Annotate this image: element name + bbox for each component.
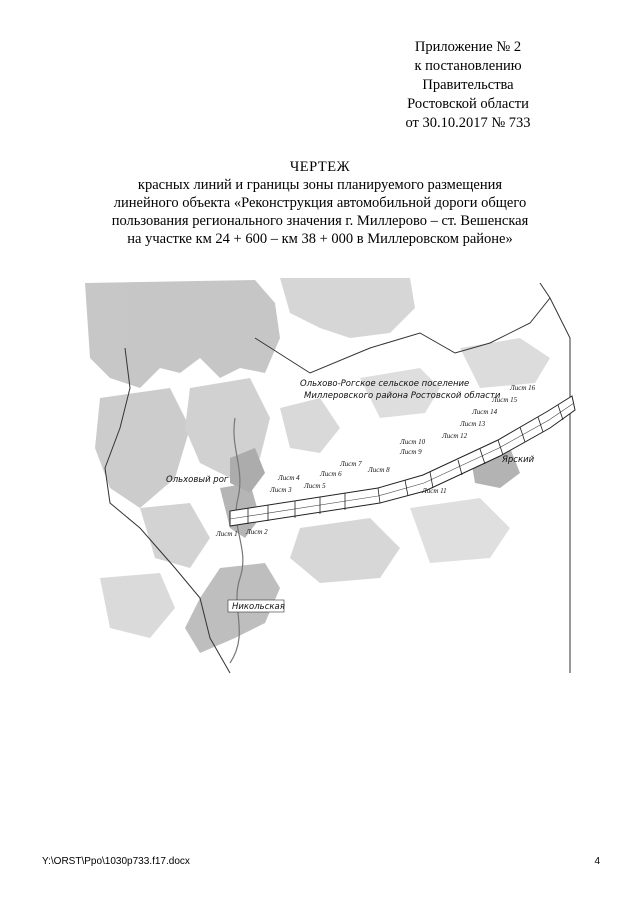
document-title <box>60 158 580 248</box>
footer-file-path: Y:\ORST\Ppo\1030p733.f17.docx <box>42 856 190 867</box>
sheet-label-13: Лист 13 <box>460 420 486 428</box>
title-line-3: пользования регионального значения г. Миллерово – ст. Вешенская <box>111 213 529 229</box>
appendix-line-1: Приложение № 2 <box>414 39 522 55</box>
title-heading: ЧЕРТЕЖ <box>289 159 351 175</box>
village-yarsky: Ярский <box>502 455 535 465</box>
settlement-label-line-2: Миллеровского района Ростовской области <box>304 391 501 401</box>
title-line-2: линейного объекта «Реконструкция автомобильной дороги общего <box>113 195 527 211</box>
sheet-label-4: Лист 4 <box>278 474 300 482</box>
village-nikolskaya: Никольская <box>232 602 285 612</box>
map-drawing <box>80 278 580 678</box>
settlement-label-line-1: Ольхово-Рогское сельское поселение <box>300 379 470 389</box>
title-line-1: красных линий и границы зоны планируемого размещения <box>137 177 503 193</box>
appendix-line-5: от 30.10.2017 № 733 <box>405 115 531 131</box>
sheet-label-11: Лист 11 <box>422 487 447 495</box>
footer-page-number: 4 <box>594 856 600 867</box>
sheet-label-7: Лист 7 <box>340 460 362 468</box>
title-line-4: на участке км 24 + 600 – км 38 + 000 в Миллеровском районе» <box>127 231 513 247</box>
sheet-label-9: Лист 9 <box>400 448 422 456</box>
sheet-label-14: Лист 14 <box>472 408 498 416</box>
appendix-block <box>368 38 568 133</box>
sheet-label-5: Лист 5 <box>304 482 326 490</box>
sheet-label-2: Лист 2 <box>246 528 268 536</box>
village-olkhovy-rog: Ольховый рог <box>166 475 229 485</box>
sheet-label-8: Лист 8 <box>368 466 390 474</box>
sheet-label-16: Лист 16 <box>510 384 536 392</box>
appendix-line-3: Правительства <box>422 77 514 93</box>
sheet-label-10: Лист 10 <box>400 438 426 446</box>
appendix-line-4: Ростовской области <box>407 96 529 112</box>
sheet-label-15: Лист 15 <box>492 396 518 404</box>
sheet-label-6: Лист 6 <box>320 470 342 478</box>
sheet-label-1: Лист 1 <box>216 530 238 538</box>
route-map <box>80 278 580 678</box>
sheet-label-12: Лист 12 <box>442 432 468 440</box>
sheet-label-3: Лист 3 <box>270 486 292 494</box>
appendix-line-2: к постановлению <box>414 58 522 74</box>
